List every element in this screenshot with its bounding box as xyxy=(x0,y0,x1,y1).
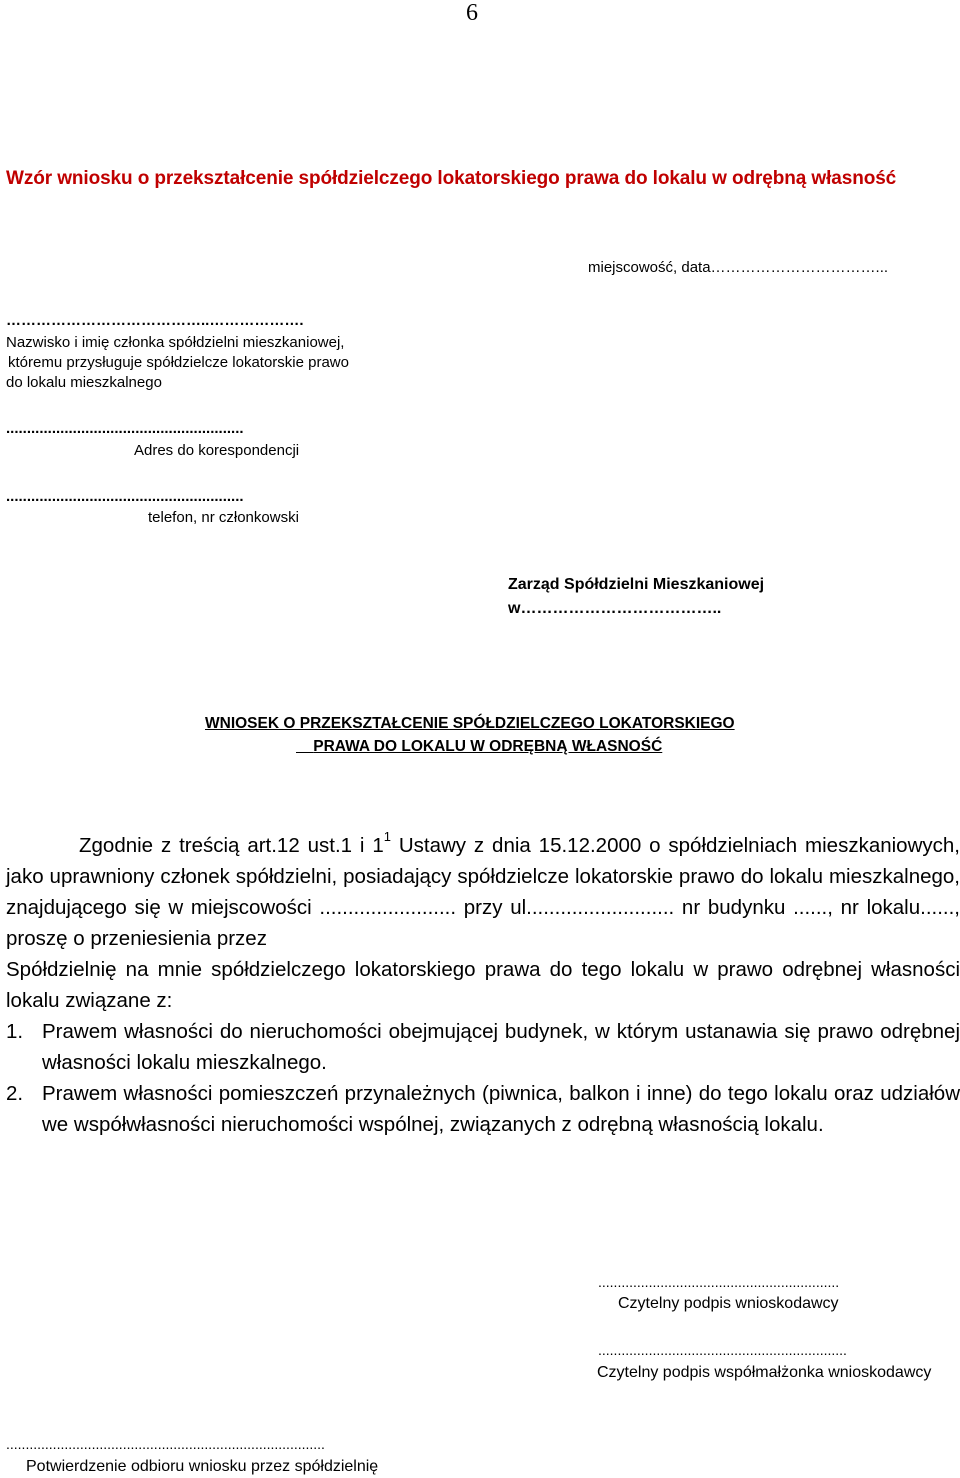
address-dots: ......................................................... xyxy=(6,420,244,437)
page-number: 6 xyxy=(466,0,478,26)
address-label: Adres do korespondencji xyxy=(134,442,300,459)
request-body xyxy=(6,830,960,1140)
member-name-label-2: któremu przysługuje spółdzielcze lokatorskie prawo xyxy=(8,354,349,371)
recipient-line-1: Zarząd Spółdzielni Mieszkaniowej xyxy=(508,576,765,593)
member-name-label-3: do lokalu mieszkalnego xyxy=(6,374,162,391)
spouse-signature-dots: ................................................................ xyxy=(598,1342,847,1358)
receipt-signature-label: Potwierdzenie odbioru wniosku przez spółdzielnię xyxy=(26,1458,379,1475)
member-name-dots: …………………………………..………………. xyxy=(6,312,304,329)
member-name-label-1: Nazwisko i imię członka spółdzielni mieszkaniowej, xyxy=(6,334,345,351)
phone-label: telefon, nr członkowski xyxy=(148,509,299,526)
body-paragraph-2: Spółdzielnię na mnie spółdzielczego lokatorskiego prawa do tego lokalu w prawo odrębnej własności lokalu związane z: xyxy=(6,958,960,1012)
document-title: Wzór wniosku o przekształcenie spółdzielczego lokatorskiego prawa do lokalu w odrębną własność xyxy=(6,168,897,189)
request-heading-line-1: WNIOSEK O PRZEKSZTAŁCENIE SPÓŁDZIELCZEGO LOKATORSKIEGO xyxy=(205,715,735,732)
phone-dots: ......................................................... xyxy=(6,488,244,505)
place-date-field: miejscowość, data……………………………... xyxy=(588,259,889,276)
list-item: 1. Prawem własności do nieruchomości obejmującej budynek, w którym ustanawia się prawo odrębnej własności lokalu mieszkalnego. xyxy=(6,1020,960,1074)
recipient-line-2: w……………………………….. xyxy=(508,600,722,617)
applicant-signature-label: Czytelny podpis wnioskodawcy xyxy=(618,1295,839,1312)
applicant-signature-dots: .............................................................. xyxy=(598,1274,840,1290)
list-item: 2. Prawem własności pomieszczeń przynależnych (piwnica, balkon i inne) do tego lokalu oraz udziałów we współwłasności nieruchomości wspólnej, związanych z odrębną własnością lokalu. xyxy=(6,1082,960,1136)
body-paragraph-1: Zgodnie z treścią art.12 ust.1 i $1^1$ Ustawy z dnia 15.12.2000 o spółdzielniach mieszkaniowych, jako uprawniony członek spółdzielni, posiadający spółdzielcze lokatorskie prawo do lokalu mieszkalnego, znajdującego się w miejscowości ........................ przy ul.......................... nr budynku ......, nr lokalu......, proszę o przeniesienia przez xyxy=(6,829,960,950)
spouse-signature-label: Czytelny podpis współmałżonka wnioskodawcy xyxy=(597,1364,932,1381)
receipt-signature-dots: .................................................................................. xyxy=(6,1436,325,1452)
request-heading-line-2: PRAWA DO LOKALU W ODRĘBNĄ WŁASNOŚĆ xyxy=(313,738,663,755)
